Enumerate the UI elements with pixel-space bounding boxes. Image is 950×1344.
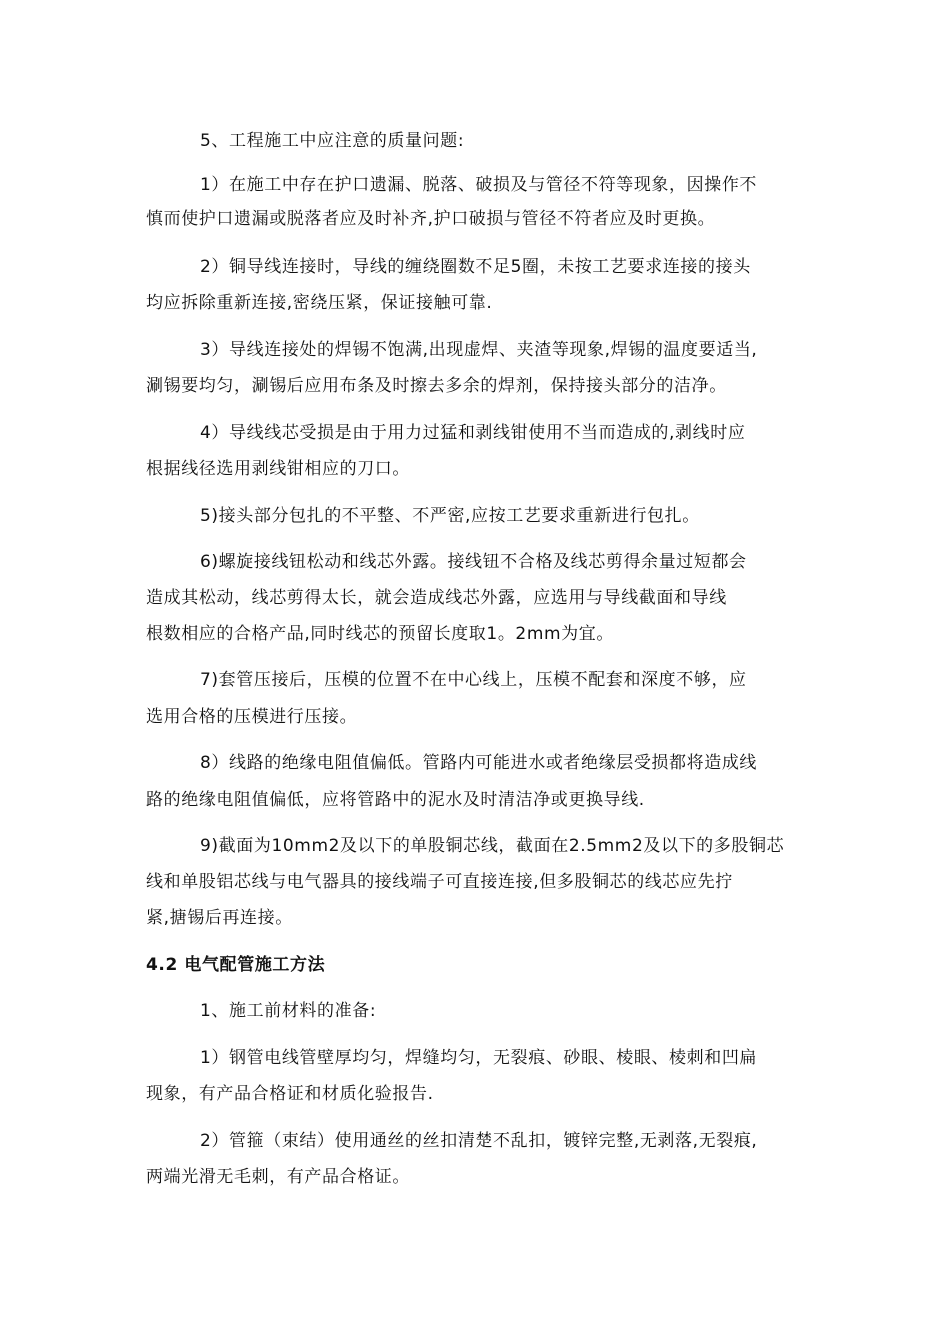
- paragraph-line: 4）导线线芯受损是由于用力过猛和剥线钳使用不当而造成的,剥线时应: [200, 423, 746, 443]
- paragraph-line: 路的绝缘电阻值偏低，应将管路中的泥水及时清洁净或更换导线.: [146, 790, 645, 810]
- paragraph-line: 2）铜导线连接时，导线的缠绕圈数不足5圈，未按工艺要求连接的接头: [200, 257, 751, 277]
- paragraph-line: 7)套管压接后，压模的位置不在中心线上，压模不配套和深度不够，应: [200, 670, 747, 690]
- paragraph-line: 两端光滑无毛刺，有产品合格证。: [146, 1167, 410, 1187]
- paragraph-line: 1）在施工中存在护口遗漏、脱落、破损及与管径不符等现象，因操作不: [200, 175, 758, 195]
- paragraph-line: 2）管箍（束结）使用通丝的丝扣清楚不乱扣，镀锌完整,无剥落,无裂痕,: [200, 1131, 758, 1151]
- paragraph-line: 8）线路的绝缘电阻值偏低。管路内可能进水或者绝缘层受损都将造成线: [200, 753, 758, 773]
- paragraph-line: 3）导线连接处的焊锡不饱满,出现虚焊、夹渣等现象,焊锡的温度要适当,: [200, 340, 758, 360]
- section-heading: 4.2 电气配管施工方法: [146, 955, 326, 975]
- paragraph-line: 线和单股铝芯线与电气器具的接线端子可直接连接,但多股铜芯的线芯应先拧: [146, 872, 733, 892]
- paragraph-line: 根据线径选用剥线钳相应的刀口。: [146, 459, 410, 479]
- paragraph-line: 6)螺旋接线钮松动和线芯外露。接线钮不合格及线芯剪得余量过短都会: [200, 552, 747, 572]
- paragraph-line: 1）钢管电线管壁厚均匀，焊缝均匀，无裂痕、砂眼、棱眼、棱刺和凹扁: [200, 1048, 758, 1068]
- paragraph-line: 现象，有产品合格证和材质化验报告.: [146, 1084, 434, 1104]
- paragraph-line: 均应拆除重新连接,密绕压紧，保证接触可靠.: [146, 293, 493, 313]
- paragraph-line: 选用合格的压模进行压接。: [146, 707, 358, 727]
- paragraph-heading: 1、施工前材料的准备:: [200, 1001, 377, 1021]
- paragraph-line: 紧,搪锡后再连接。: [146, 908, 293, 928]
- paragraph-line: 慎而使护口遗漏或脱落者应及时补齐,护口破损与管径不符者应及时更换。: [146, 209, 716, 229]
- paragraph-line: 涮锡要均匀，涮锡后应用布条及时擦去多余的焊剂，保持接头部分的洁净。: [146, 376, 727, 396]
- paragraph-line: 9)截面为10mm2及以下的单股铜芯线，截面在2.5mm2及以下的多股铜芯: [200, 836, 785, 856]
- paragraph-line: 造成其松动，线芯剪得太长，就会造成线芯外露，应选用与导线截面和导线: [146, 588, 727, 608]
- paragraph-line: 根数相应的合格产品,同时线芯的预留长度取1。2mm为宜。: [146, 624, 614, 644]
- paragraph-line: 5)接头部分包扎的不平整、不严密,应按工艺要求重新进行包扎。: [200, 506, 700, 526]
- paragraph-heading: 5、工程施工中应注意的质量问题:: [200, 131, 465, 151]
